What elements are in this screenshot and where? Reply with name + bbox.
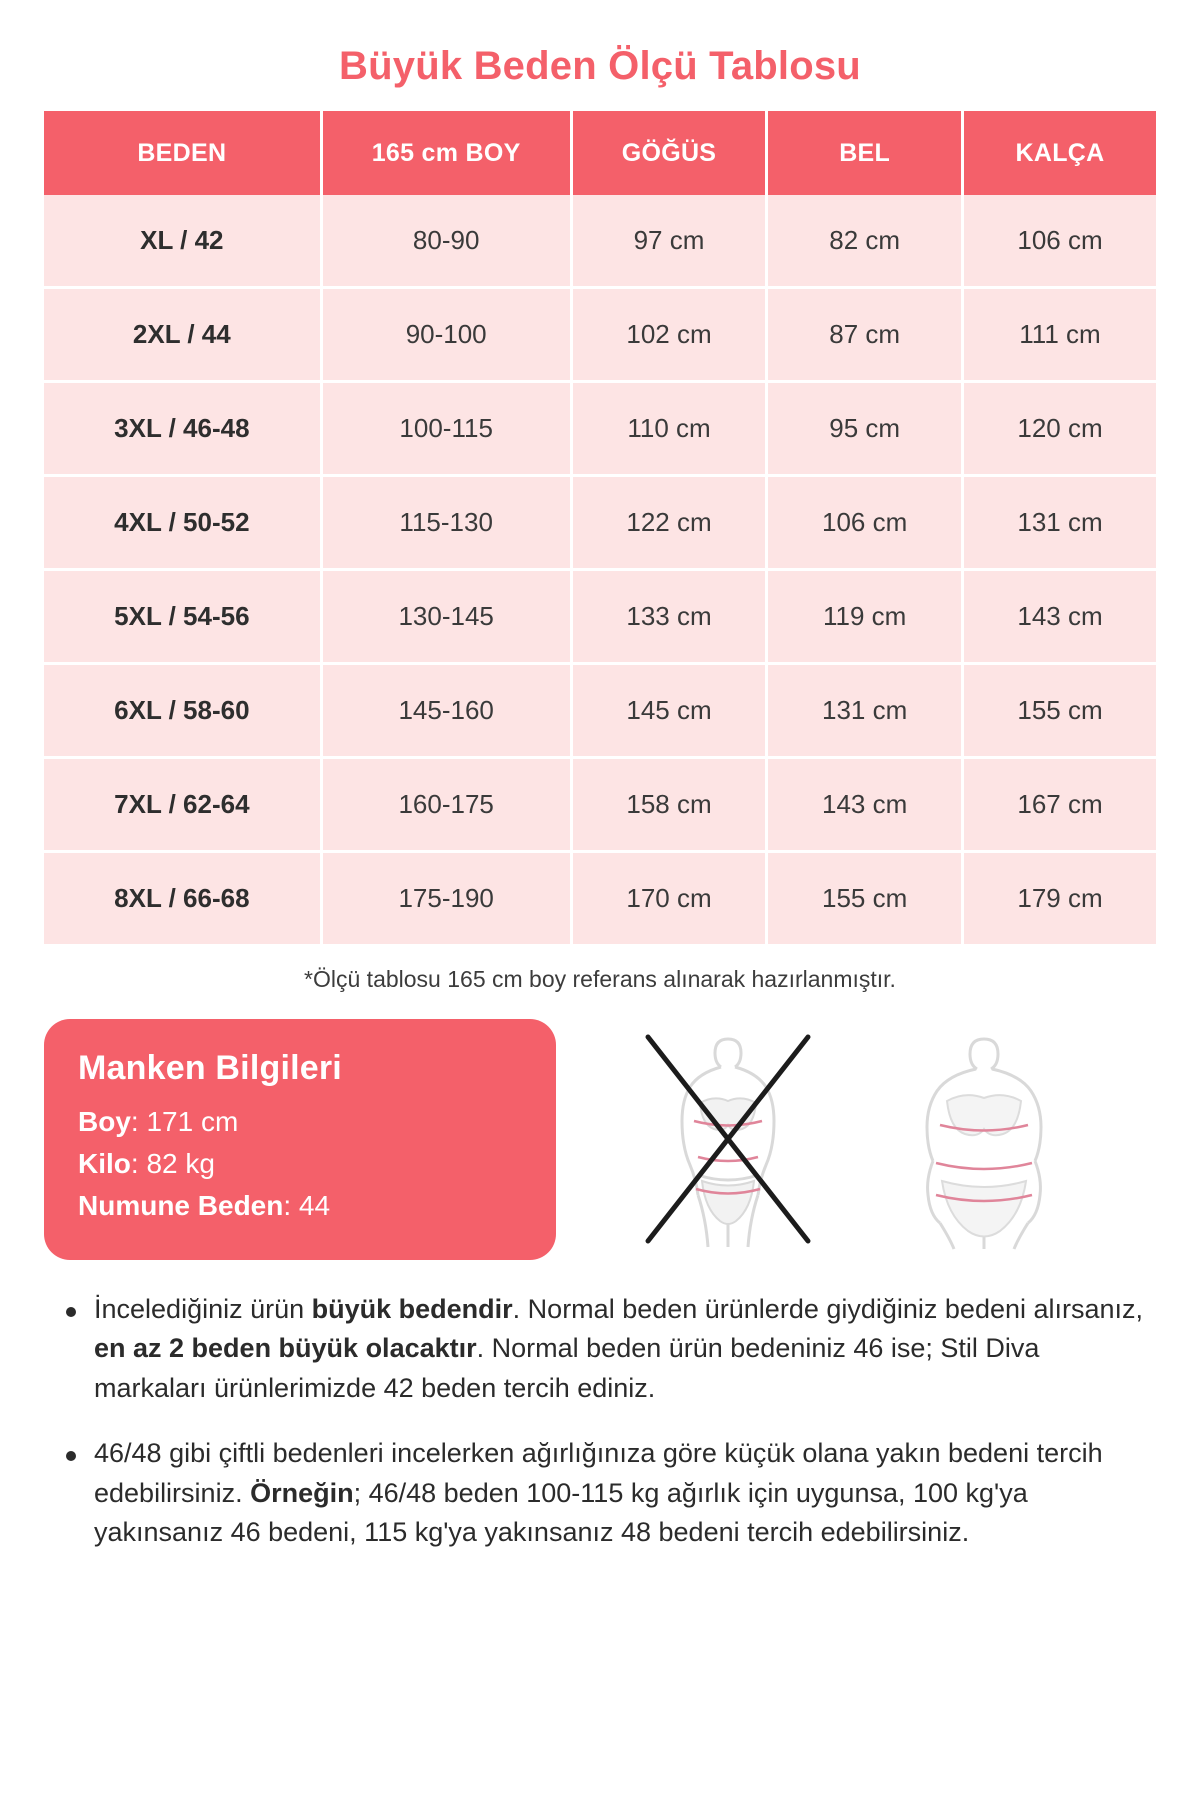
emphasized-text: en az 2 beden büyük olacaktır — [94, 1333, 477, 1364]
column-header-bel: BEL — [767, 111, 963, 195]
model-height-line — [78, 1104, 522, 1139]
column-header-beden: BEDEN — [44, 111, 321, 195]
measurement-cell: 170 cm — [571, 852, 767, 945]
column-header-gogus: GÖĞÜS — [571, 111, 767, 195]
size-label-cell: 8XL / 66-68 — [44, 852, 321, 945]
plain-text: ; 46/48 beden 100-115 kg ağırlık için uygunsa, 100 kg'ya yakınsanız 46 bedeni, 115 kg'ya yakınsanız 48 bedeni tercih edebilirsiniz. — [94, 1477, 1028, 1548]
model-weight-line — [78, 1146, 522, 1181]
measurement-cell: 175-190 — [321, 852, 571, 945]
plain-text: . Normal beden ürün bedeniniz 46 ise; Stil Diva markaları ürünlerimizde 42 beden tercih ediniz. — [94, 1333, 1040, 1403]
measurement-cell: 97 cm — [571, 195, 767, 288]
plain-text: . Normal beden ürünlerde giydiğiniz bedeni alırsanız, — [512, 1294, 1144, 1324]
model-weight-value: : 82 kg — [130, 1148, 215, 1179]
list-item-text — [94, 1434, 1150, 1552]
measurement-cell: 155 cm — [767, 852, 963, 945]
table-row — [44, 382, 1156, 476]
table-row — [44, 758, 1156, 852]
measurement-cell: 102 cm — [571, 288, 767, 382]
measurement-cell: 80-90 — [321, 195, 571, 288]
measurement-cell: 145-160 — [321, 664, 571, 758]
measurement-cell: 87 cm — [767, 288, 963, 382]
table-footnote: *Ölçü tablosu 165 cm boy referans alınarak hazırlanmıştır. — [304, 966, 896, 992]
model-sample-size-value: : 44 — [283, 1190, 331, 1221]
table-row — [44, 195, 1156, 288]
bullet-dot-icon — [66, 1307, 76, 1317]
measurement-cell: 143 cm — [962, 570, 1156, 664]
measurement-cell: 130-145 — [321, 570, 571, 664]
model-info-row — [44, 1019, 1156, 1260]
notes-list — [44, 1290, 1156, 1552]
measurement-cell: 179 cm — [962, 852, 1156, 945]
table-row — [44, 288, 1156, 382]
measurement-cell: 106 cm — [962, 195, 1156, 288]
emphasized-text: büyük bedendir — [311, 1294, 513, 1324]
list-item — [58, 1434, 1150, 1552]
measurement-cell: 160-175 — [321, 758, 571, 852]
column-header-kalca: KALÇA — [962, 111, 1156, 195]
size-label-cell: 4XL / 50-52 — [44, 476, 321, 570]
table-row — [44, 476, 1156, 570]
measurement-cell: 167 cm — [962, 758, 1156, 852]
curvy-body-illustration — [884, 1029, 1084, 1259]
measurement-cell: 82 cm — [767, 195, 963, 288]
size-chart-table — [44, 111, 1156, 944]
model-info-heading: Manken Bilgileri — [78, 1049, 342, 1087]
model-info-card — [44, 1019, 556, 1260]
model-weight-label: Kilo — [78, 1148, 131, 1179]
bullet-dot-icon — [66, 1451, 76, 1461]
size-label-cell: 2XL / 44 — [44, 288, 321, 382]
table-row — [44, 664, 1156, 758]
measurement-cell: 131 cm — [962, 476, 1156, 570]
table-row — [44, 570, 1156, 664]
measurement-cell: 106 cm — [767, 476, 963, 570]
measurement-cell: 155 cm — [962, 664, 1156, 758]
measurement-cell: 119 cm — [767, 570, 963, 664]
measurement-cell: 90-100 — [321, 288, 571, 382]
measurement-cell: 115-130 — [321, 476, 571, 570]
measurement-cell: 120 cm — [962, 382, 1156, 476]
model-sample-size-label: Numune Beden — [78, 1190, 284, 1221]
table-row — [44, 852, 1156, 945]
measurement-cell: 133 cm — [571, 570, 767, 664]
column-header-boy: 165 cm BOY — [321, 111, 571, 195]
table-header-row — [44, 111, 1156, 195]
body-figures — [556, 1019, 1156, 1259]
measurement-cell: 122 cm — [571, 476, 767, 570]
emphasized-text: Örneğin — [250, 1477, 354, 1508]
model-height-label: Boy — [78, 1106, 131, 1137]
measurement-cell: 95 cm — [767, 382, 963, 476]
size-label-cell: 3XL / 46-48 — [44, 382, 321, 476]
size-label-cell: 7XL / 62-64 — [44, 758, 321, 852]
measurement-cell: 131 cm — [767, 664, 963, 758]
page-title: Büyük Beden Ölçü Tablosu — [339, 44, 861, 88]
list-item — [58, 1290, 1150, 1408]
crossed-out-slim-body-illustration — [628, 1029, 828, 1259]
table-body — [44, 195, 1156, 944]
list-item-text — [94, 1290, 1150, 1408]
size-label-cell: XL / 42 — [44, 195, 321, 288]
size-label-cell: 6XL / 58-60 — [44, 664, 321, 758]
measurement-cell: 110 cm — [571, 382, 767, 476]
model-sample-size-line — [78, 1188, 522, 1223]
model-height-value: : 171 cm — [130, 1106, 239, 1137]
plain-text: İncelediğiniz ürün — [94, 1294, 312, 1324]
plain-text: 46/48 gibi çiftli bedenleri incelerken ağırlığınıza göre küçük olana yakın bedeni tercih edebilirsiniz. — [94, 1438, 1103, 1508]
measurement-cell: 100-115 — [321, 382, 571, 476]
measurement-cell: 111 cm — [962, 288, 1156, 382]
measurement-cell: 158 cm — [571, 758, 767, 852]
measurement-cell: 145 cm — [571, 664, 767, 758]
size-label-cell: 5XL / 54-56 — [44, 570, 321, 664]
measurement-cell: 143 cm — [767, 758, 963, 852]
